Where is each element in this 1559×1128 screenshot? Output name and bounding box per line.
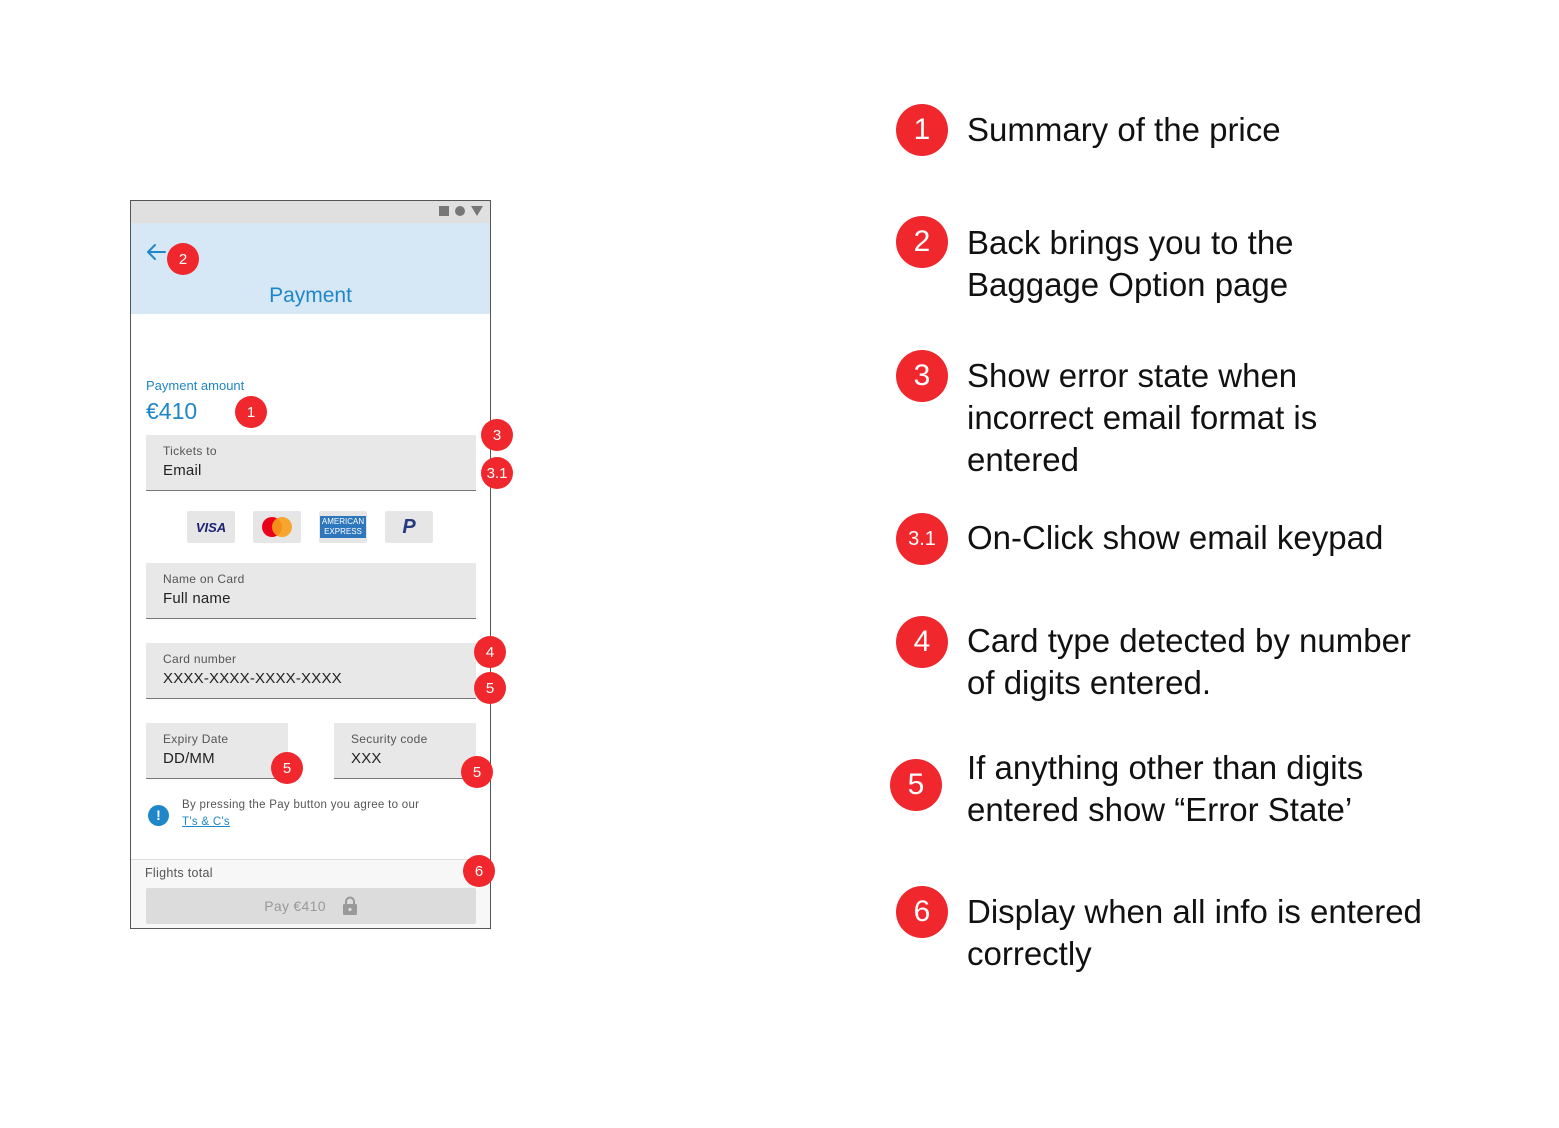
badge-6: 6 <box>463 855 495 887</box>
status-bar <box>131 201 490 223</box>
badge-3-1: 3.1 <box>481 457 513 489</box>
name-on-card-label: Name on Card <box>163 572 245 586</box>
terms-notice-text: By pressing the Pay button you agree to our <box>182 799 420 811</box>
badge-2: 2 <box>167 243 199 275</box>
legend-text-1: Summary of the price <box>967 111 1281 148</box>
paypal-icon: P <box>385 511 433 543</box>
legend-text-5: If anything other than digits entered show “Error State’ <box>967 749 1364 828</box>
expiry-date-field[interactable] <box>146 723 288 779</box>
back-arrow-icon[interactable] <box>145 241 167 263</box>
legend-badge-4: 4 <box>896 616 948 668</box>
expiry-date-value: DD/MM <box>163 750 215 767</box>
pay-button[interactable] <box>146 888 476 924</box>
legend-text-3-1: On-Click show email keypad <box>967 519 1384 556</box>
badge-5-expiry: 5 <box>271 752 303 784</box>
badge-1: 1 <box>235 396 267 428</box>
legend-text-2: Back brings you to the Baggage Option page <box>967 224 1294 303</box>
email-field-label: Tickets to <box>163 444 217 458</box>
security-code-value: XXX <box>351 750 382 767</box>
email-field[interactable] <box>146 435 476 491</box>
expiry-date-label: Expiry Date <box>163 732 229 746</box>
amex-icon: AMERICAN EXPRESS <box>319 511 367 543</box>
pay-button-label: Pay €410 <box>264 898 326 914</box>
security-code-label: Security code <box>351 732 428 746</box>
legend-text-3: Show error state when incorrect email format is entered <box>967 357 1318 478</box>
phone-mockup <box>130 200 491 929</box>
card-brands <box>187 511 433 543</box>
card-number-label: Card number <box>163 652 237 666</box>
flights-total-label: Flights total <box>145 866 213 880</box>
payment-amount-value: €410 <box>146 398 198 424</box>
legend-text-4: Card type detected by number of digits entered. <box>967 622 1411 701</box>
legend-badge-6: 6 <box>896 886 948 938</box>
badge-5-card: 5 <box>474 672 506 704</box>
name-on-card-value: Full name <box>163 590 231 607</box>
security-code-field[interactable] <box>334 723 476 779</box>
legend-badge-5: 5 <box>890 759 942 811</box>
mastercard-icon <box>253 511 301 543</box>
terms-link[interactable]: T's & C's <box>182 816 230 828</box>
badge-3: 3 <box>481 419 513 451</box>
legend-badge-2: 2 <box>896 216 948 268</box>
card-number-value: XXXX-XXXX-XXXX-XXXX <box>163 670 342 687</box>
name-on-card-field[interactable] <box>146 563 476 619</box>
legend-text-6: Display when all info is entered correctly <box>967 893 1422 972</box>
visa-icon: VISA <box>187 511 235 543</box>
badge-5-security: 5 <box>461 756 493 788</box>
triangle-icon <box>471 206 483 216</box>
payment-amount-label: Payment amount <box>146 378 245 393</box>
page-title: Payment <box>269 284 352 307</box>
legend-badge-3: 3 <box>896 350 948 402</box>
square-icon <box>439 206 449 216</box>
card-number-field[interactable] <box>146 643 476 699</box>
legend-badge-3-1: 3.1 <box>896 513 948 565</box>
lock-icon <box>342 896 358 916</box>
badge-4: 4 <box>474 636 506 668</box>
legend-badge-1: 1 <box>896 104 948 156</box>
info-icon: ! <box>148 805 169 826</box>
circle-icon <box>455 206 465 216</box>
email-field-value: Email <box>163 462 202 479</box>
